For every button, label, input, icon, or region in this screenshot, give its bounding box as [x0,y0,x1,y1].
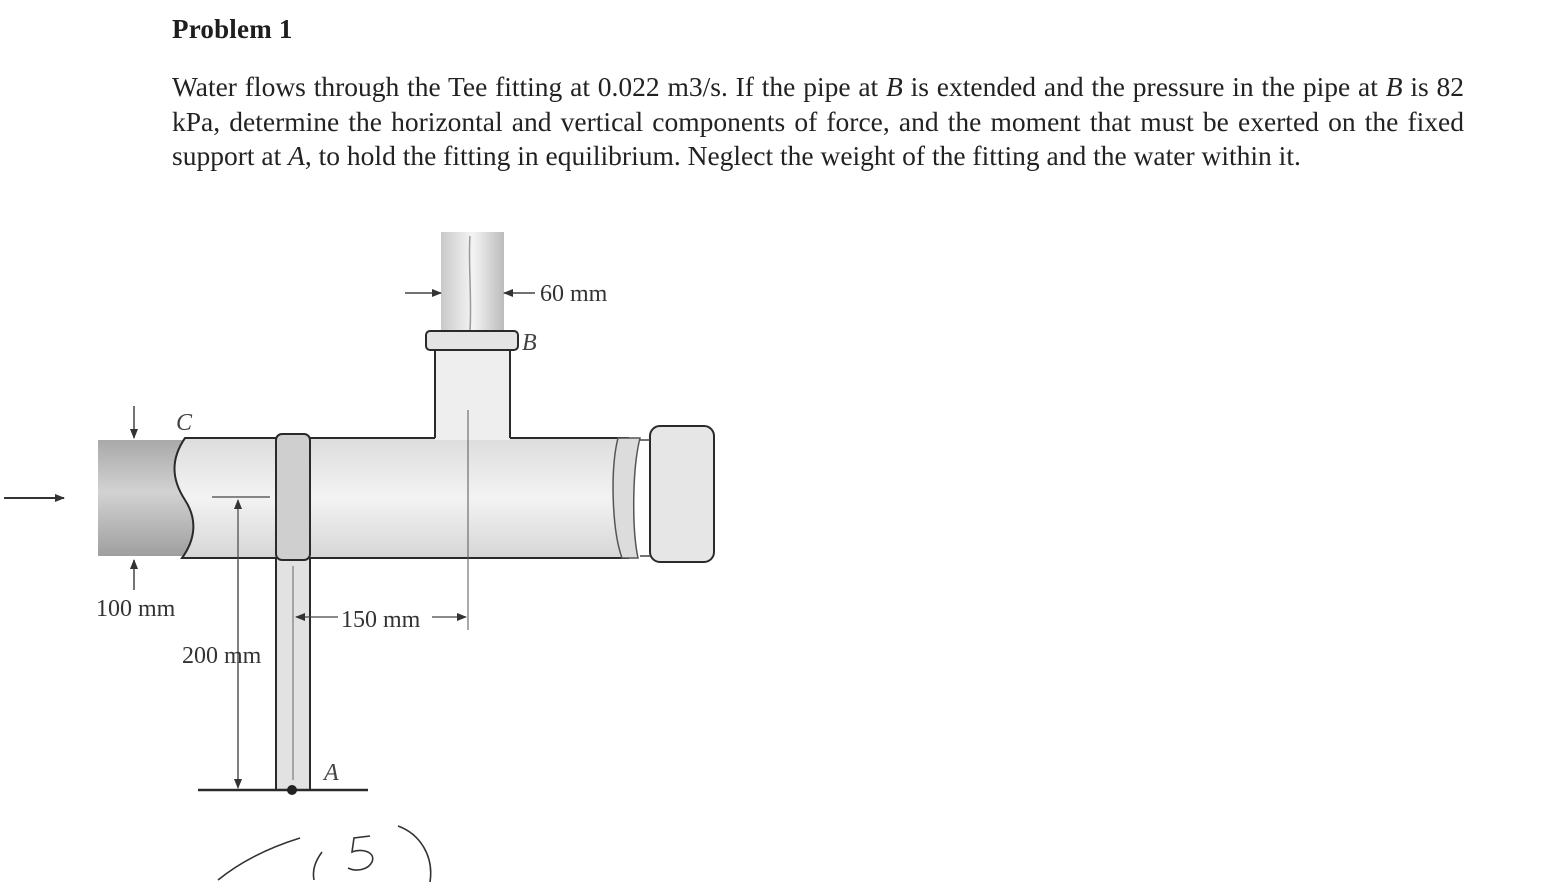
problem-text-var-b: B [1385,71,1403,102]
end-coupling-ring [613,438,640,558]
problem-text-part: is 82 kPa, determine the horizontal and vertical components of force, and the moment that must be exerted on the fixed support at [172,71,1464,171]
problem-text-var-b: B [886,71,903,102]
flange-b [426,331,518,350]
problem-text-part: is extended and the pressure in the pipe at [902,71,1386,102]
tee-branch [435,350,510,440]
dim-100-label: 100 mm [96,596,176,622]
point-b-label: B [522,330,537,356]
support-point-a [287,785,297,795]
handwritten-score-mark [218,826,431,882]
dim-60-label: 60 mm [540,281,608,307]
main-pipe [174,438,628,558]
problem-text-var-a: A [288,140,305,171]
handwritten-mark-text: 15 [0,0,1,1]
problem-text-part: Water flows through the Tee fitting at 0.022 m3/s. If the pipe at [172,71,887,102]
point-a-label: A [324,760,339,786]
support-clamp [276,434,310,560]
end-cap [650,426,714,562]
point-c-label: C [176,410,193,436]
problem-title: Problem 1 [172,14,293,44]
dim-200-label: 200 mm [182,643,262,669]
dim-150-label: 150 mm [341,607,421,633]
problem-text-part: , to hold the fitting in equilibrium. Neglect the weight of the fitting and the water within it. [304,140,1301,171]
extension-pipe-b [441,232,504,332]
